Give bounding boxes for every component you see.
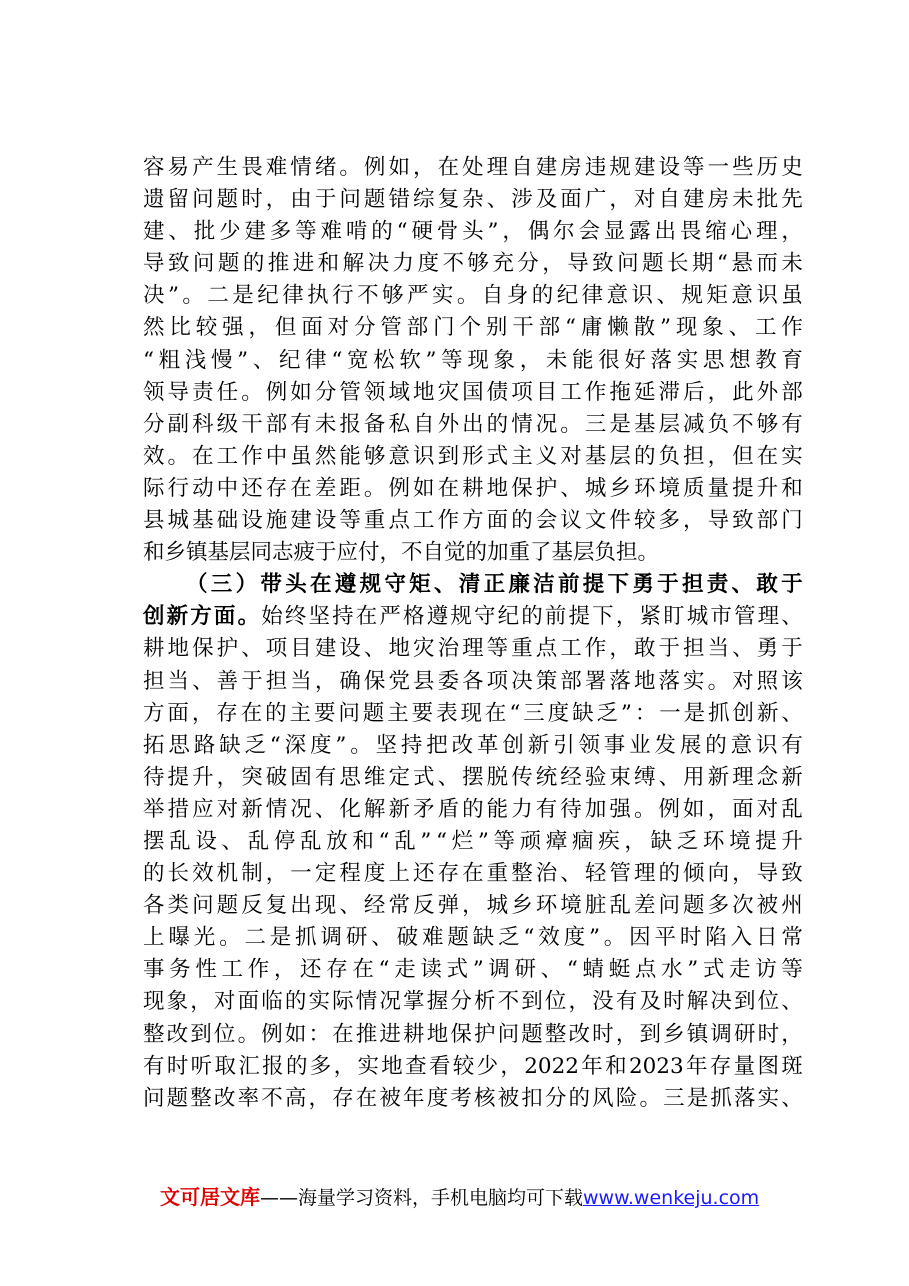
text-line: 举 措 应 对 新 情 况 、 化 解 新 矛 盾 的 能 力 有 待 加 强 。 例 如 ， 面 对 乱 — [143, 796, 803, 822]
text-line: 现 象 ， 对 面 临 的 实 际 情 况 掌 握 分 析 不 到 位 ， 没 有 及 时 解 决 到 位 、 — [143, 989, 803, 1015]
text-line: 事 务 性 工 作 ， 还 存 在 “ 走 读 式 ” 调 研 、 “ 蜻 蜓 点 水 ” 式 走 访 等 — [143, 957, 803, 983]
text-line: 耕 地 保 护 、 项 目 建 设 、 地 灾 治 理 等 重 点 工 作 ， 敢 于 担 当 、 勇 于 — [143, 636, 803, 662]
text-line: 上 曝 光 。 二 是 抓 调 研 、 破 难 题 缺 乏 “ 效 度 ” 。 因 平 时 陷 入 日 常 — [143, 925, 803, 951]
text-line: 建 、 批 少 建 多 等 难 啃 的 “ 硬 骨 头 ” ， 偶 尔 会 显 露 出 畏 缩 心 理 ， — [143, 219, 803, 245]
text-line: “ 粗 浅 慢 ” 、 纪 律 “ 宽 松 软 ” 等 现 象 ， 未 能 很 好 落 实 思 想 教 育 — [143, 347, 803, 373]
text-line: （ 三 ） 带 头 在 遵 规 守 矩 、 清 正 廉 洁 前 提 下 勇 于 担 责 、 敢 于 — [186, 572, 803, 598]
text-line: 创 新 方 面 。 始 终 坚 持 在 严 格 遵 规 守 纪 的 前 提 下 ， 紧 盯 城 市 管 理 、 — [143, 604, 803, 630]
text-line: 的 长 效 机 制 ， 一 定 程 度 上 还 存 在 重 整 治 、 轻 管 理 的 倾 向 ， 导 致 — [143, 861, 803, 887]
body-text — [143, 152, 803, 1115]
text-line: 担 当 、 善 于 担 当 ， 确 保 党 县 委 各 项 决 策 部 署 落 地 落 实 。 对 照 该 — [143, 668, 803, 694]
footer-tagline: 海量学习资料，手机电脑均可下载 — [298, 1187, 584, 1209]
text-line: 分 副 科 级 干 部 有 未 报 备 私 自 外 出 的 情 况 。 三 是 基 层 减 负 不 够 有 — [143, 411, 803, 437]
footer-url-link[interactable]: www.wenkeju.com — [583, 1187, 760, 1209]
text-line: 摆 乱 设 、 乱 停 乱 放 和 “ 乱 ” “ 烂 ” 等 顽 瘴 痼 疾 ， 缺 乏 环 境 提 升 — [143, 828, 803, 854]
text-line: 遗 留 问 题 时 ， 由 于 问 题 错 综 复 杂 、 涉 及 面 广 ， 对 自 建 房 未 批 先 — [143, 187, 803, 213]
text-line: 领 导 责 任 。 例 如 分 管 领 域 地 灾 国 债 项 目 工 作 拖 延 滞 后 ， 此 外 部 — [143, 379, 803, 405]
text-line: 决 ” 。 二 是 纪 律 执 行 不 够 严 实 。 自 身 的 纪 律 意 识 、 规 矩 意 识 虽 — [143, 283, 803, 309]
text-line: 问 题 整 改 率 不 高 ， 存 在 被 年 度 考 核 被 扣 分 的 风 险 。 三 是 抓 落 实 、 — [143, 1085, 803, 1111]
text-line: 县 城 基 础 设 施 建 设 等 重 点 工 作 方 面 的 会 议 文 件 较 多 ， 导 致 部 门 — [143, 508, 803, 534]
text-line: 效 。 在 工 作 中 虽 然 能 够 意 识 到 形 式 主 义 对 基 层 的 负 担 ， 但 在 实 — [143, 443, 803, 469]
text-line: 整 改 到 位 。 例 如 ： 在 推 进 耕 地 保 护 问 题 整 改 时 ， 到 乡 镇 调 研 时 ， — [143, 1021, 803, 1047]
text-line: 然 比 较 强 ， 但 面 对 分 管 部 门 个 别 干 部 “ 庸 懒 散 ” 现 象 、 工 作 — [143, 315, 803, 341]
text-line: 有 时 听 取 汇 报 的 多 ， 实 地 查 看 较 少 ， 2022 年 和 2023 年 存 量 图 斑 — [143, 1053, 803, 1079]
line-text: 和乡镇基层同志疲于应付，不自觉的加重了基层负担。 — [143, 540, 660, 566]
text-line: 各 类 问 题 反 复 出 现 、 经 常 反 弹 ， 城 乡 环 境 脏 乱 差 问 题 多 次 被 州 — [143, 893, 803, 919]
text-line: 导 致 问 题 的 推 进 和 解 决 力 度 不 够 充 分 ， 导 致 问 题 长 期 “ 悬 而 未 — [143, 251, 803, 277]
footer-dash: —— — [260, 1187, 298, 1209]
footer-banner — [160, 1184, 780, 1210]
text-line: 际 行 动 中 还 存 在 差 距 。 例 如 在 耕 地 保 护 、 城 乡 环 境 质 量 提 升 和 — [143, 475, 803, 501]
text-line: 方 面 ， 存 在 的 主 要 问 题 主 要 表 现 在 “ 三 度 缺 乏 ” ： 一 是 抓 创 新 、 — [143, 700, 803, 726]
text-line: 容 易 产 生 畏 难 情 绪 。 例 如 ， 在 处 理 自 建 房 违 规 建 设 等 一 些 历 史 — [143, 155, 803, 180]
footer-brand: 文可居文库 — [160, 1185, 260, 1209]
text-line — [143, 537, 803, 569]
text-line: 待 提 升 ， 突 破 固 有 思 维 定 式 、 摆 脱 传 统 经 验 束 缚 、 用 新 理 念 新 — [143, 764, 803, 790]
text-line: 拓 思 路 缺 乏 “ 深 度 ” 。 坚 持 把 改 革 创 新 引 领 事 业 发 展 的 意 识 有 — [143, 732, 803, 758]
